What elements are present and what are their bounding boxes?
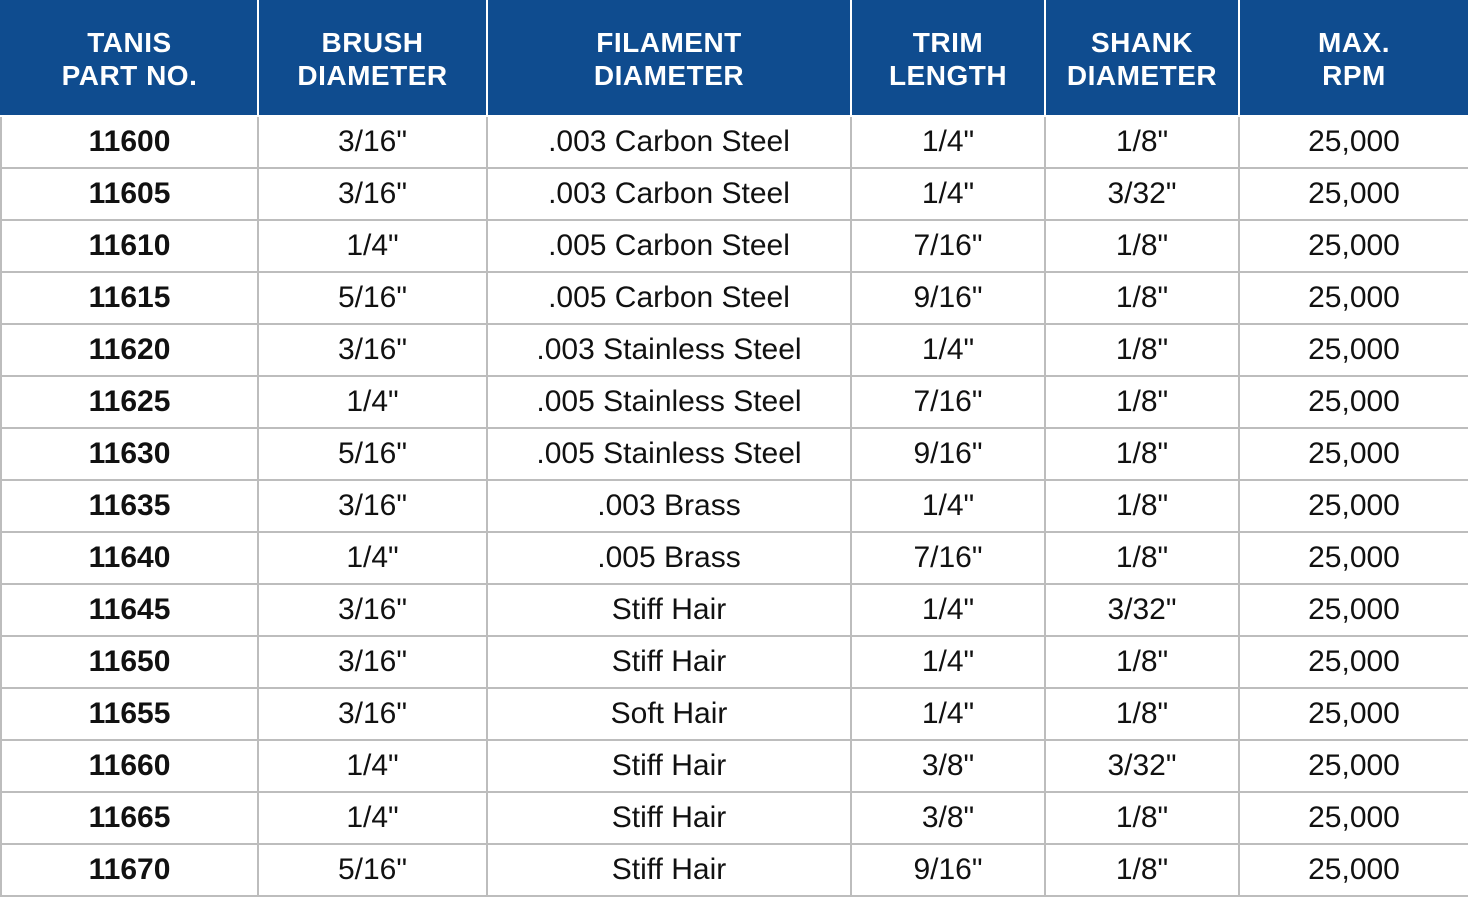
trim-length-cell: 1/4" — [851, 480, 1045, 532]
max-rpm-cell: 25,000 — [1239, 636, 1468, 688]
max-rpm-cell: 25,000 — [1239, 116, 1468, 168]
shank-diameter-cell: 1/8" — [1045, 376, 1239, 428]
brush-diameter-cell: 5/16" — [258, 272, 487, 324]
part-no-cell: 11655 — [1, 688, 258, 740]
brush-diameter-cell: 1/4" — [258, 792, 487, 844]
max-rpm-cell: 25,000 — [1239, 584, 1468, 636]
max-rpm-cell: 25,000 — [1239, 324, 1468, 376]
brush-diameter-cell: 3/16" — [258, 116, 487, 168]
max-rpm-cell: 25,000 — [1239, 532, 1468, 584]
max-rpm-cell: 25,000 — [1239, 740, 1468, 792]
table-row — [1, 428, 1468, 480]
part-no-cell: 11660 — [1, 740, 258, 792]
part-no-cell: 11610 — [1, 220, 258, 272]
table-row — [1, 272, 1468, 324]
trim-length-cell: 9/16" — [851, 272, 1045, 324]
header-row — [1, 1, 1468, 116]
shank-diameter-cell: 1/8" — [1045, 844, 1239, 896]
max-rpm-cell: 25,000 — [1239, 168, 1468, 220]
table-row — [1, 532, 1468, 584]
table-row — [1, 220, 1468, 272]
filament-diameter-cell: .005 Brass — [487, 532, 851, 584]
shank-diameter-cell: 1/8" — [1045, 792, 1239, 844]
shank-diameter-cell: 3/32" — [1045, 740, 1239, 792]
table-row — [1, 480, 1468, 532]
column-header-brush-diameter: BRUSH DIAMETER — [258, 1, 487, 116]
shank-diameter-cell: 1/8" — [1045, 428, 1239, 480]
table-row — [1, 688, 1468, 740]
brush-diameter-cell: 1/4" — [258, 740, 487, 792]
brush-diameter-cell: 1/4" — [258, 376, 487, 428]
trim-length-cell: 1/4" — [851, 324, 1045, 376]
filament-diameter-cell: .003 Stainless Steel — [487, 324, 851, 376]
max-rpm-cell: 25,000 — [1239, 792, 1468, 844]
shank-diameter-cell: 1/8" — [1045, 480, 1239, 532]
part-no-cell: 11625 — [1, 376, 258, 428]
part-no-cell: 11605 — [1, 168, 258, 220]
shank-diameter-cell: 1/8" — [1045, 324, 1239, 376]
trim-length-cell: 3/8" — [851, 792, 1045, 844]
max-rpm-cell: 25,000 — [1239, 272, 1468, 324]
filament-diameter-cell: Soft Hair — [487, 688, 851, 740]
part-no-cell: 11600 — [1, 116, 258, 168]
filament-diameter-cell: Stiff Hair — [487, 792, 851, 844]
table-body — [1, 116, 1468, 896]
brush-diameter-cell: 5/16" — [258, 428, 487, 480]
shank-diameter-cell: 1/8" — [1045, 688, 1239, 740]
filament-diameter-cell: .003 Brass — [487, 480, 851, 532]
column-header-part-no: TANIS PART NO. — [1, 1, 258, 116]
filament-diameter-cell: .005 Carbon Steel — [487, 220, 851, 272]
table-row — [1, 168, 1468, 220]
part-no-cell: 11615 — [1, 272, 258, 324]
column-header-trim-length: TRIM LENGTH — [851, 1, 1045, 116]
trim-length-cell: 1/4" — [851, 116, 1045, 168]
filament-diameter-cell: Stiff Hair — [487, 740, 851, 792]
trim-length-cell: 1/4" — [851, 688, 1045, 740]
trim-length-cell: 3/8" — [851, 740, 1045, 792]
brush-diameter-cell: 3/16" — [258, 168, 487, 220]
brush-diameter-cell: 5/16" — [258, 844, 487, 896]
shank-diameter-cell: 1/8" — [1045, 116, 1239, 168]
table-row — [1, 740, 1468, 792]
trim-length-cell: 7/16" — [851, 532, 1045, 584]
trim-length-cell: 7/16" — [851, 220, 1045, 272]
max-rpm-cell: 25,000 — [1239, 376, 1468, 428]
part-no-cell: 11645 — [1, 584, 258, 636]
part-no-cell: 11650 — [1, 636, 258, 688]
part-no-cell: 11630 — [1, 428, 258, 480]
max-rpm-cell: 25,000 — [1239, 480, 1468, 532]
filament-diameter-cell: Stiff Hair — [487, 636, 851, 688]
brush-diameter-cell: 3/16" — [258, 584, 487, 636]
filament-diameter-cell: .005 Stainless Steel — [487, 428, 851, 480]
max-rpm-cell: 25,000 — [1239, 688, 1468, 740]
filament-diameter-cell: .003 Carbon Steel — [487, 116, 851, 168]
filament-diameter-cell: .005 Carbon Steel — [487, 272, 851, 324]
table-row — [1, 636, 1468, 688]
trim-length-cell: 9/16" — [851, 428, 1045, 480]
trim-length-cell: 1/4" — [851, 584, 1045, 636]
brush-diameter-cell: 3/16" — [258, 324, 487, 376]
part-no-cell: 11665 — [1, 792, 258, 844]
shank-diameter-cell: 1/8" — [1045, 272, 1239, 324]
table-row — [1, 584, 1468, 636]
part-no-cell: 11640 — [1, 532, 258, 584]
trim-length-cell: 1/4" — [851, 168, 1045, 220]
table-header — [1, 1, 1468, 116]
shank-diameter-cell: 1/8" — [1045, 220, 1239, 272]
shank-diameter-cell: 1/8" — [1045, 532, 1239, 584]
table-row — [1, 324, 1468, 376]
shank-diameter-cell: 1/8" — [1045, 636, 1239, 688]
table-row — [1, 844, 1468, 896]
max-rpm-cell: 25,000 — [1239, 220, 1468, 272]
table-row — [1, 376, 1468, 428]
brush-diameter-cell: 3/16" — [258, 688, 487, 740]
part-no-cell: 11635 — [1, 480, 258, 532]
brush-diameter-cell: 1/4" — [258, 220, 487, 272]
max-rpm-cell: 25,000 — [1239, 844, 1468, 896]
trim-length-cell: 9/16" — [851, 844, 1045, 896]
filament-diameter-cell: .003 Carbon Steel — [487, 168, 851, 220]
brush-diameter-cell: 3/16" — [258, 480, 487, 532]
max-rpm-cell: 25,000 — [1239, 428, 1468, 480]
brush-diameter-cell: 1/4" — [258, 532, 487, 584]
table-row — [1, 792, 1468, 844]
trim-length-cell: 7/16" — [851, 376, 1045, 428]
filament-diameter-cell: Stiff Hair — [487, 584, 851, 636]
part-no-cell: 11620 — [1, 324, 258, 376]
filament-diameter-cell: Stiff Hair — [487, 844, 851, 896]
table-row — [1, 116, 1468, 168]
column-header-shank-diameter: SHANK DIAMETER — [1045, 1, 1239, 116]
part-no-cell: 11670 — [1, 844, 258, 896]
column-header-max-rpm: MAX. RPM — [1239, 1, 1468, 116]
column-header-filament-diameter: FILAMENT DIAMETER — [487, 1, 851, 116]
shank-diameter-cell: 3/32" — [1045, 584, 1239, 636]
filament-diameter-cell: .005 Stainless Steel — [487, 376, 851, 428]
shank-diameter-cell: 3/32" — [1045, 168, 1239, 220]
brush-diameter-cell: 3/16" — [258, 636, 487, 688]
trim-length-cell: 1/4" — [851, 636, 1045, 688]
